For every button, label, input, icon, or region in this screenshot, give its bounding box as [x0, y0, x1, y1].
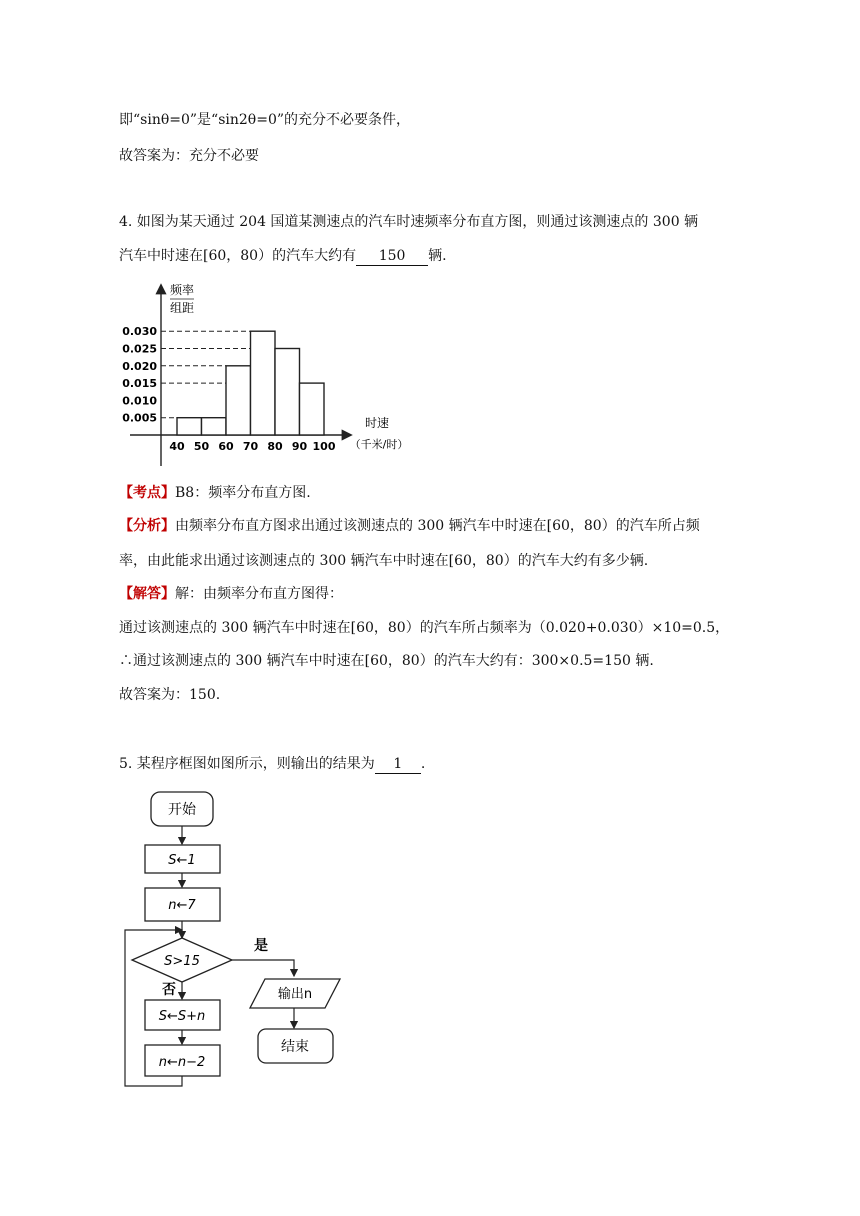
- condition-label: S>15: [164, 954, 200, 969]
- x-axis-label-bottom: （千米/时）: [349, 438, 409, 451]
- question-5-text: [119, 754, 425, 774]
- y-tick-label: 0.025: [122, 342, 157, 356]
- y-tick-label: 0.010: [122, 394, 157, 408]
- solution-answer: 故答案为：150.: [119, 687, 221, 703]
- histogram-bar: [300, 383, 325, 435]
- s-update-label: S←S+n: [158, 1009, 206, 1024]
- histogram-bar: [226, 366, 251, 435]
- no-label: 否: [162, 982, 176, 998]
- solution-line: 即“sinθ=0”是“sin2θ=0”的充分不必要条件，: [119, 112, 411, 128]
- x-tick-label: 80: [267, 440, 283, 453]
- output-label: 输出n: [277, 987, 313, 1002]
- end-label: 结束: [281, 1039, 309, 1055]
- question-4-answer: 150: [356, 248, 428, 266]
- jieda-tag: 【解答】: [119, 586, 175, 602]
- s-init-label: S←1: [168, 853, 196, 868]
- y-axis-label-top: 频率: [169, 283, 195, 297]
- histogram-chart: [118, 278, 428, 474]
- n-init-label: n←7: [168, 898, 196, 913]
- histogram-bar: [275, 349, 300, 436]
- program-flowchart: [118, 783, 348, 1093]
- kaodian-text: B8：频率分布直方图.: [175, 485, 311, 501]
- question-5-text-after: .: [420, 756, 426, 772]
- y-tick-label: 0.015: [122, 377, 157, 391]
- solution-line-1: 通过该测速点的 300 辆汽车中时速在[60，80）的汽车所占频率为（0.020+0.030）×10=0.5，: [119, 620, 730, 636]
- jieda-text: 解：由频率分布直方图得：: [175, 586, 343, 602]
- histogram-bar: [251, 331, 276, 435]
- x-tick-label: 60: [218, 440, 234, 453]
- histogram-bar: [177, 418, 202, 435]
- question-4-text-cont: [119, 246, 447, 266]
- fenxi-tag: 【分析】: [119, 518, 175, 534]
- x-tick-label: 50: [193, 440, 210, 453]
- question-4-text: 4. 如图为某天通过 204 国道某测速点的汽车时速频率分布直方图，则通过该测速点的 300 辆: [119, 214, 699, 230]
- n-update-label: n←n−2: [158, 1055, 206, 1070]
- question-5-text-before: 5. 某程序框图如图所示，则输出的结果为: [119, 756, 375, 772]
- y-tick-label: 0.005: [122, 411, 157, 425]
- y-tick-label: 0.030: [122, 325, 157, 339]
- yes-label: 是: [254, 938, 268, 954]
- kaodian-line: [119, 483, 311, 503]
- x-axis-label-top: 时速: [364, 416, 390, 430]
- question-5-answer: 1: [375, 756, 421, 774]
- solution-line-2: ∴通过该测速点的 300 辆汽车中时速在[60，80）的汽车大约有：300×0.5=150 辆.: [119, 653, 654, 669]
- y-axis-label-bottom: 组距: [169, 301, 195, 315]
- y-tick-label: 0.020: [122, 359, 157, 373]
- fenxi-line-2: 率，由此能求出通过该测速点的 300 辆汽车中时速在[60，80）的汽车大约有多少辆.: [119, 553, 649, 569]
- x-tick-label: 100: [312, 440, 336, 453]
- answer-line: 故答案为：充分不必要: [119, 148, 259, 164]
- histogram-bar: [202, 418, 227, 435]
- jieda-line: [119, 584, 343, 604]
- start-label: 开始: [168, 802, 196, 818]
- fenxi-line: [119, 516, 700, 536]
- x-tick-label: 40: [169, 440, 185, 453]
- fenxi-text: 由频率分布直方图求出通过该测速点的 300 辆汽车中时速在[60，80）的汽车所占频: [175, 518, 700, 534]
- kaodian-tag: 【考点】: [119, 485, 175, 501]
- x-tick-label: 90: [291, 440, 308, 453]
- x-tick-label: 70: [242, 440, 259, 453]
- question-4-text-before: 汽车中时速在[60，80）的汽车大约有: [119, 248, 357, 264]
- question-4-text-after: 辆.: [428, 248, 447, 264]
- yes-arrow: [232, 960, 294, 976]
